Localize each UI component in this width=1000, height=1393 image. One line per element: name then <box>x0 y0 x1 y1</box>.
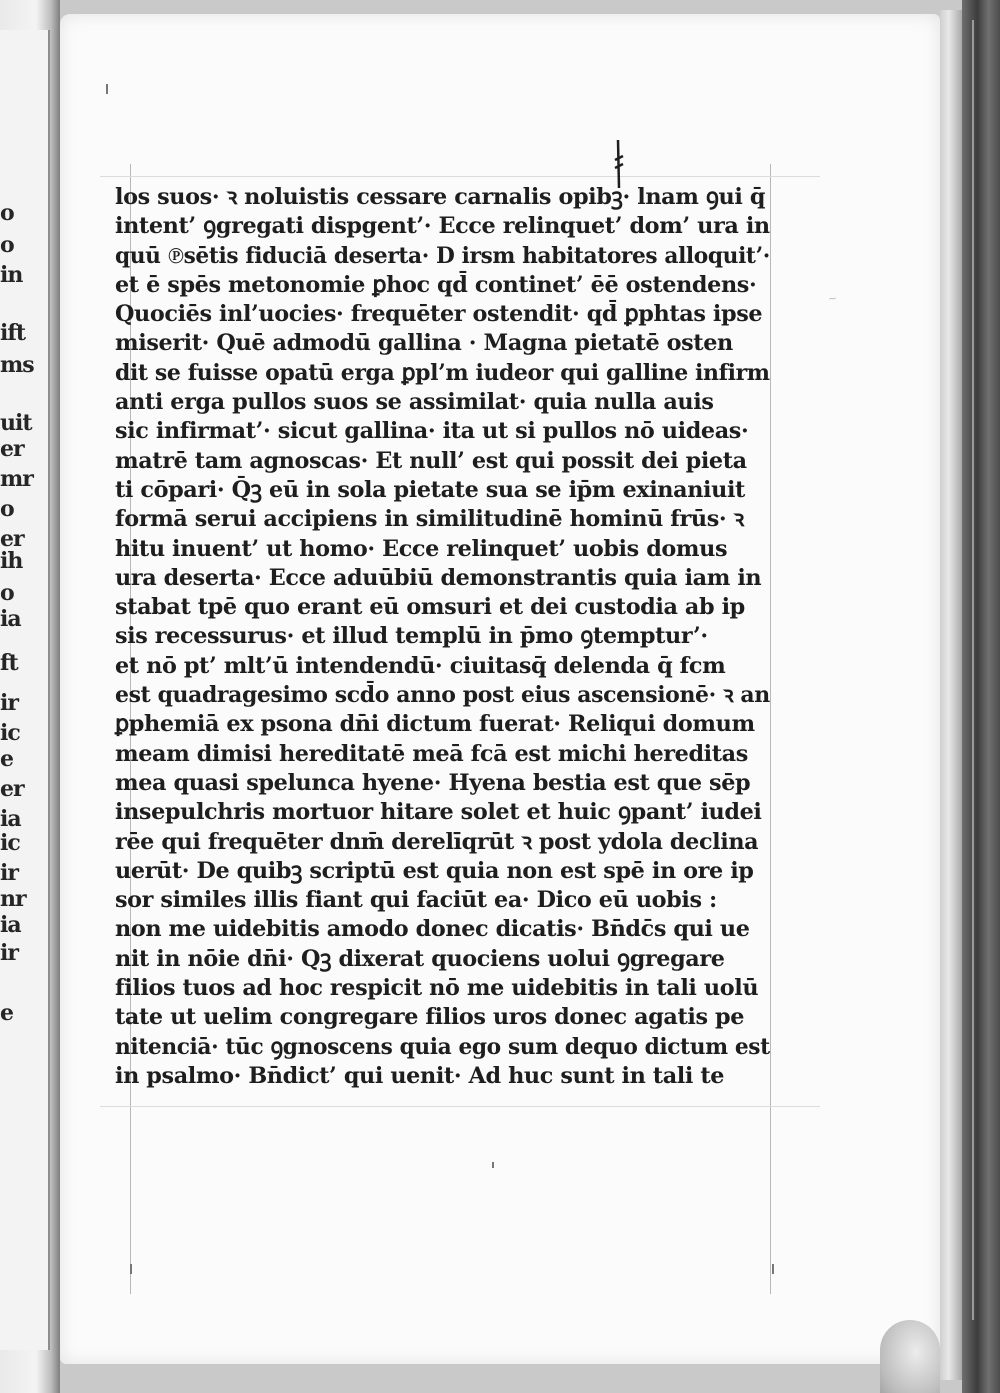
thumb-holding-page <box>880 1320 940 1393</box>
text-line: sor similes illis fiant qui faciūt ea· Dico eū uobis : <box>115 887 717 914</box>
facing-page-fragment: o <box>0 580 14 606</box>
facing-page-fragment: o <box>0 200 14 226</box>
prick-mark <box>772 1264 774 1274</box>
facing-page-fragment: er <box>0 776 24 802</box>
facing-page-edge <box>0 30 50 1350</box>
facing-page-fragment: uit <box>0 410 32 436</box>
facing-page-fragment: ic <box>0 720 20 746</box>
text-line: matrē tam agnoscas· Et null’ est qui possit dei pieta <box>115 447 747 474</box>
text-line: tate ut uelim congregare filios uros donec agatis pe <box>115 1004 745 1031</box>
text-line: ꝑphemiā ex psona dn̄i dictum fuerat· Reliqui domum <box>115 711 755 738</box>
text-line: insepulchris mortuor hitare solet et huic ꝯpant’ iudei <box>115 799 762 826</box>
text-line: los suos· ꝛ noluistis cessare carnalis opibꝫ· lnam ꝯui q̄ <box>115 184 766 210</box>
text-line: sic infirmat’· sicut gallina· ita ut si pullos nō uideas· <box>115 418 749 445</box>
text-line: miserit· Quē admodū gallina · Magna pietatē osten <box>115 330 733 357</box>
facing-page-fragment: o <box>0 232 14 258</box>
text-line: non me uidebitis amodo donec dicatis· Bn̄dc̄s qui ue <box>115 916 750 943</box>
facing-page-fragment: e <box>0 746 13 772</box>
facing-page-fragment: ir <box>0 690 18 716</box>
prick-mark <box>106 84 108 94</box>
text-line: nitenciā· tūc ꝯgnoscens quia ego sum dequo dictum est <box>115 1033 770 1060</box>
facing-page-fragment: nr <box>0 886 26 912</box>
facing-page-fragment: ia <box>0 606 21 632</box>
binding-strip <box>962 0 1000 1393</box>
text-line: sis recessurus· et illud templū in p̄mo ꝯtemptur’· <box>115 623 708 650</box>
text-line: dit se fuisse opatū erga ꝑpl’m iudeor qui galline infirm <box>115 359 770 386</box>
text-line: stabat tpē quo erant eū omsuri et dei custodia ab ip <box>115 594 745 621</box>
page-edge-stack <box>940 10 962 1380</box>
manuscript-text-block <box>115 183 775 1091</box>
prick-mark <box>492 1162 494 1168</box>
ruling-top <box>100 176 820 177</box>
facing-page-fragment: mr <box>0 466 33 492</box>
facing-page-fragment: o <box>0 496 14 522</box>
facing-page-fragment: ift <box>0 320 25 346</box>
text-line: uerūt· De quibꝫ scriptū est quia non est spē in ore ip <box>115 857 754 884</box>
text-line: et ē spēs metonomie ꝑhoc qd̄ continet’ ēē ostendens· <box>115 271 757 298</box>
text-line: rēe qui frequēter dnm̄ derelīqrūt ꝛ post ydola declina <box>115 828 759 855</box>
text-line: mea quasi spelunca hyene· Hyena bestia est que sēp <box>115 769 751 796</box>
facing-page-fragment: e <box>0 1000 13 1026</box>
text-line: ti cōpari· Q̄ꝫ eū in sola pietate sua se ip̄m exinaniuit <box>115 476 745 503</box>
facing-page-fragment: ia <box>0 806 21 832</box>
text-line: intent’ ꝯgregati dispgent’· Ecce relinquet’ dom’ ura in <box>115 213 770 240</box>
ruling-bottom <box>100 1106 820 1107</box>
faint-marginal-note: ~ <box>827 291 838 306</box>
facing-page-fragment: ir <box>0 860 18 886</box>
facing-page-fragment: ic <box>0 830 20 856</box>
facing-page-fragment: in <box>0 262 23 288</box>
facing-page-fragment: ih <box>0 548 23 574</box>
prick-mark <box>130 1264 132 1274</box>
text-line: Quociēs inl’uocies· frequēter ostendit· qd̄ ꝑphtas ipse <box>115 301 763 328</box>
facing-page-fragment: er <box>0 526 24 552</box>
facing-page-fragment: ia <box>0 912 21 938</box>
text-line: et nō pt’ mlt’ū intendendū· ciuitasq̄ delenda q̄ fcm <box>115 652 726 679</box>
text-line: filios tuos ad hoc respicit nō me uidebitis in tali uolū <box>115 975 759 1002</box>
text-line: est quadragesimo scd̄o anno post eius ascensionē· ꝛ an <box>115 682 770 709</box>
facing-page-fragment: er <box>0 436 24 462</box>
facing-page-fragment: ft <box>0 650 18 676</box>
text-line: in psalmo· Bn̄dict’ qui uenit· Ad huc sunt in tali te <box>115 1062 725 1089</box>
facing-page-fragment: ms <box>0 352 34 378</box>
text-line: hitu inuent’ ut homo· Ecce relinquet’ uobis domus <box>115 535 728 562</box>
text-line: meam dimisi hereditatē meā fcā est michi hereditas <box>115 740 748 767</box>
text-line: quū ℗sētis fiduciā deserta· D irsm habitatores alloquit’· <box>115 242 770 269</box>
text-line: nit in nōie dn̄i· Qꝫ dixerat quociens uolui ꝯgregare <box>115 945 725 972</box>
facing-page-fragment: ir <box>0 940 18 966</box>
text-line: ura deserta· Ecce aduūbiū demonstrantis quia iam in <box>115 564 762 591</box>
text-line: formā serui accipiens in similitudinē hominū frūs· ꝛ <box>115 506 744 533</box>
text-line: anti erga pullos suos se assimilat· quia nulla auis <box>115 389 714 416</box>
